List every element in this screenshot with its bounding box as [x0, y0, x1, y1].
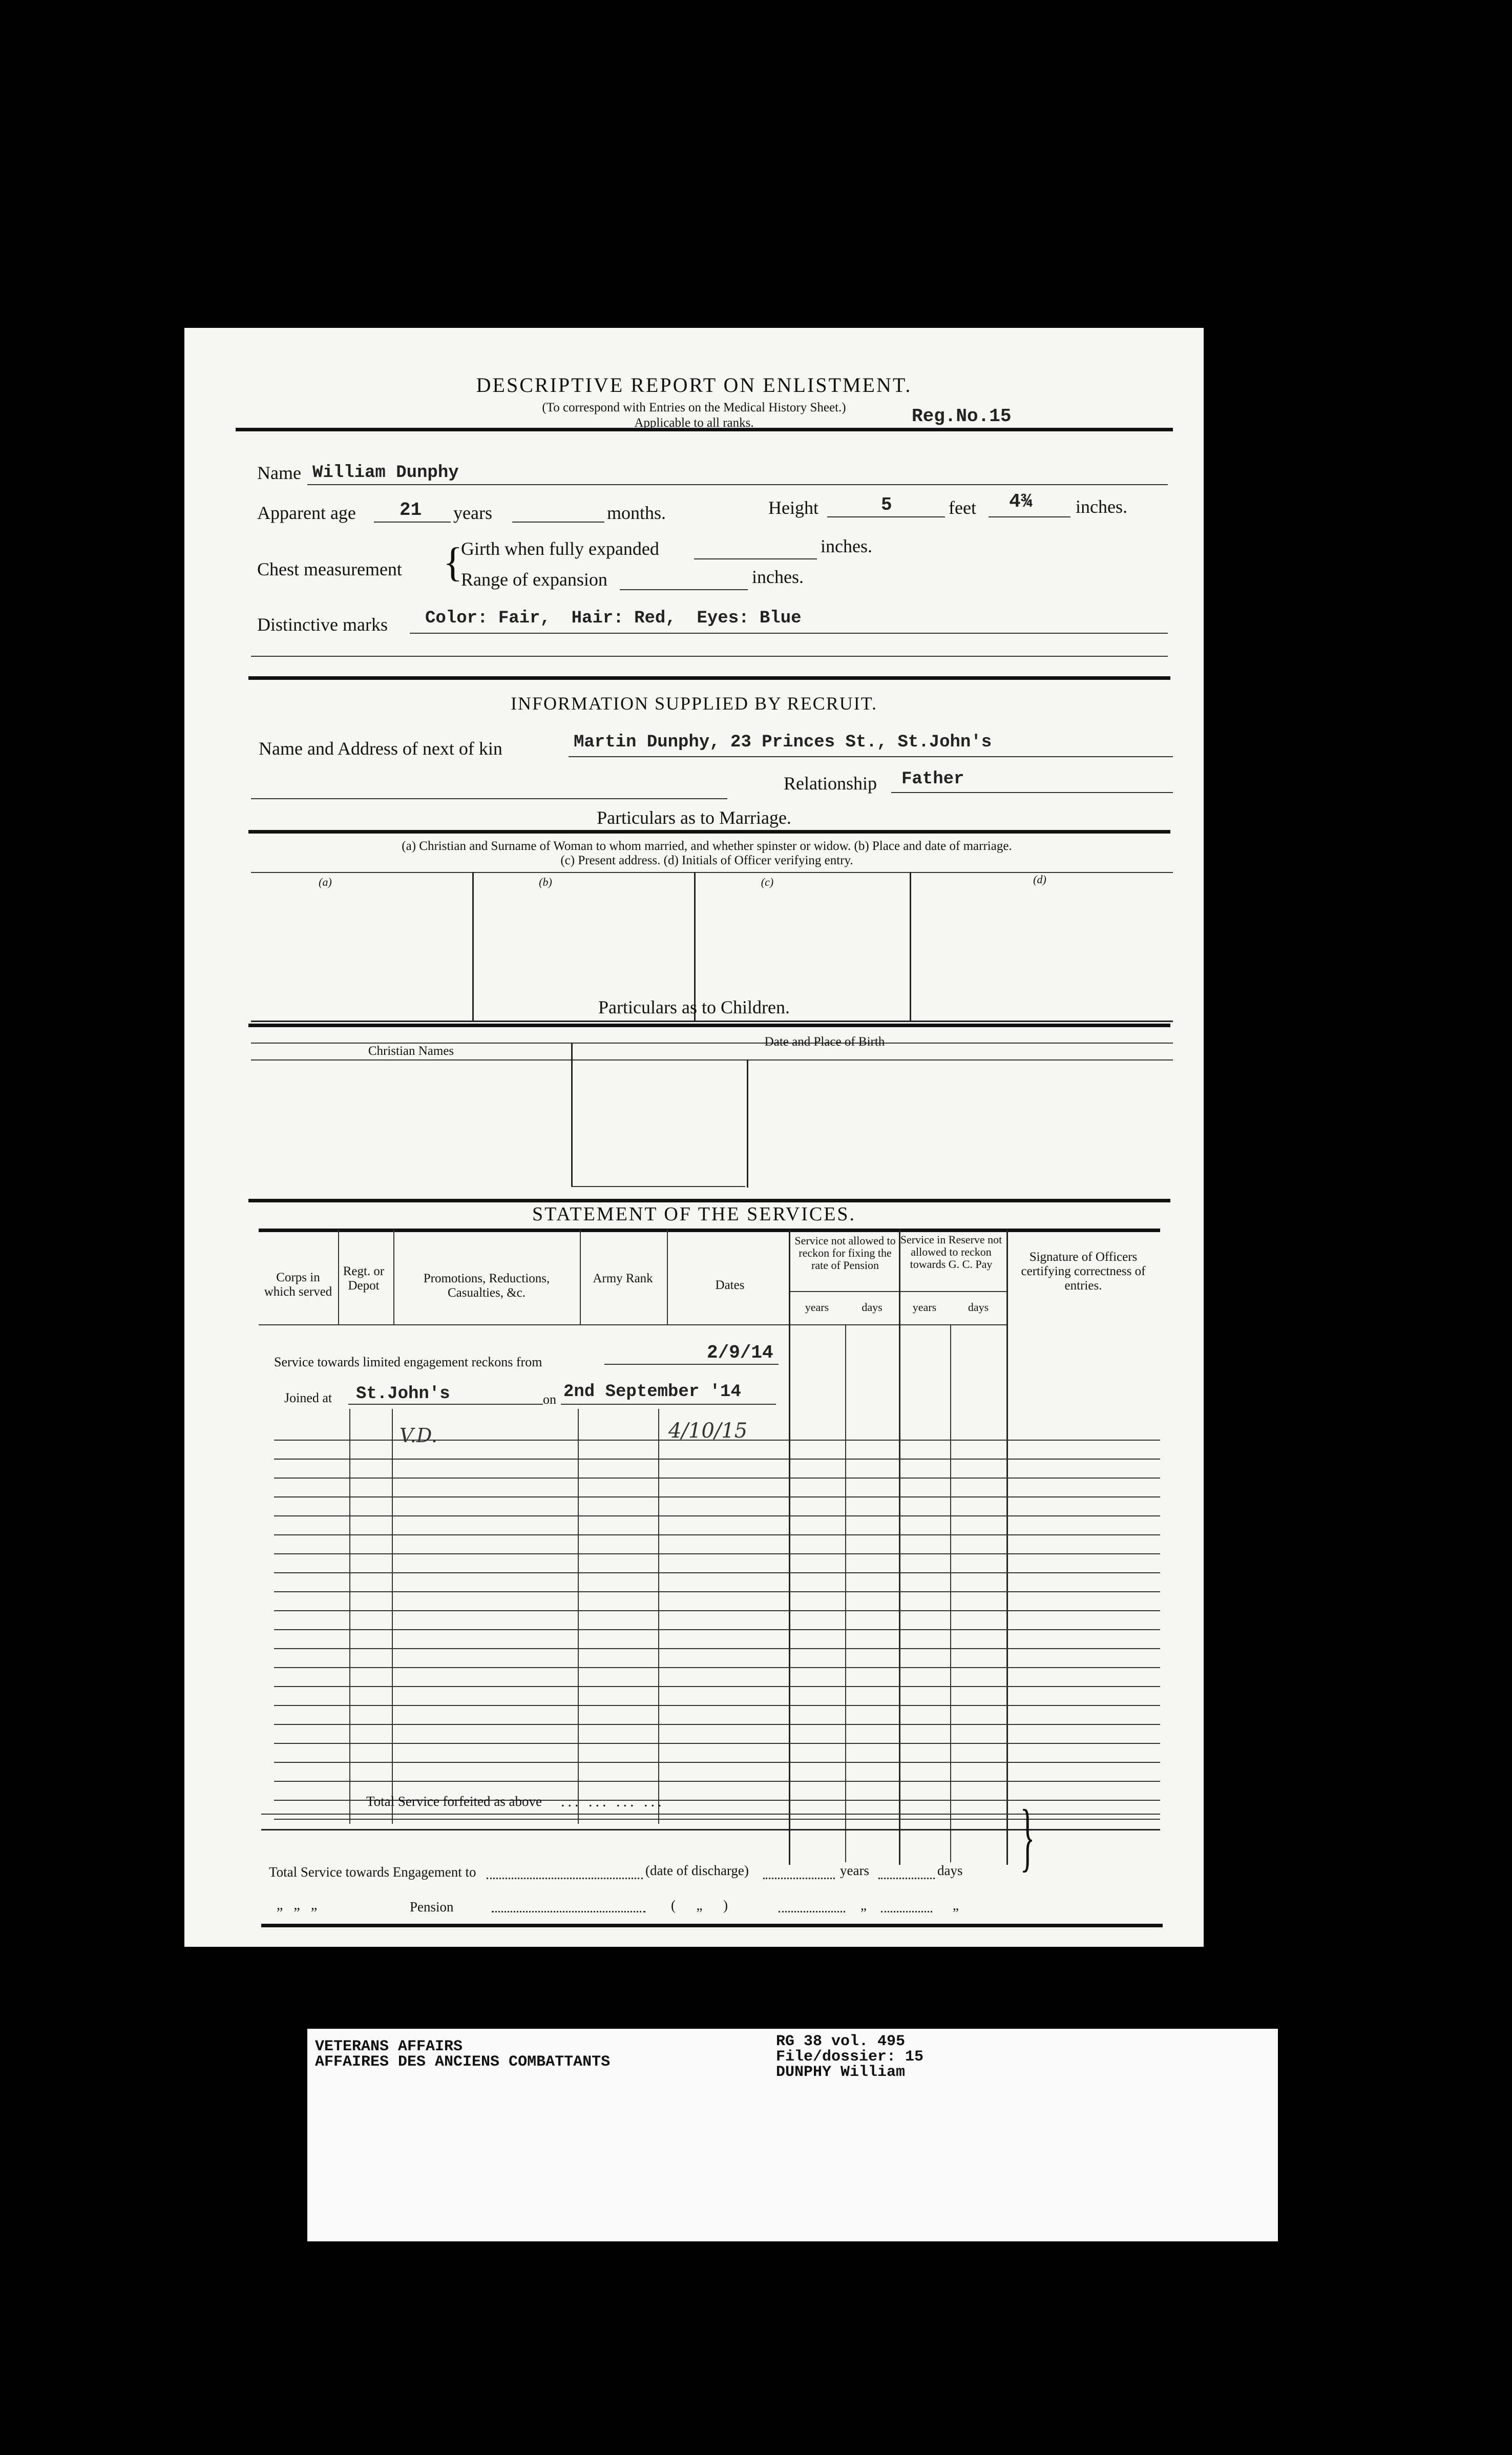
marriage-col-c: (c)	[761, 876, 774, 888]
height-inches: 4¾	[1009, 491, 1033, 513]
limited-label: Service towards limited engagement reckons from	[274, 1355, 542, 1369]
pension-label: Pension	[410, 1899, 454, 1915]
service-row-line	[274, 1440, 1160, 1441]
marriage-desc-2: (c) Present address. (d) Initials of Officer verifying entry.	[560, 854, 853, 867]
marriage-heading: Particulars as to Marriage.	[597, 807, 791, 828]
age-label: Apparent age	[257, 503, 356, 523]
height-label: Height	[768, 497, 818, 518]
service-row-line	[274, 1572, 1160, 1573]
limited-value: 2/9/14	[707, 1342, 773, 1363]
inches-label: inches.	[1076, 496, 1127, 517]
service-row-line	[274, 1591, 1160, 1592]
on-label: on	[543, 1392, 556, 1407]
service-row-line	[274, 1743, 1160, 1744]
service-row-line	[274, 1534, 1160, 1535]
age-value: 21	[400, 500, 422, 521]
children-col-names: Christian Names	[368, 1044, 454, 1058]
service-row-line	[274, 1515, 1160, 1516]
joined-place: St.John's	[356, 1384, 450, 1404]
girth-label: Girth when fully expanded	[461, 538, 659, 559]
entry-promotion: V.D.	[400, 1424, 438, 1447]
months-label: months.	[607, 503, 666, 523]
kin-value: Martin Dunphy, 23 Princes St., St.John's	[574, 733, 992, 752]
engagement-days: days	[937, 1863, 963, 1878]
pension-ditto-3: „	[953, 1898, 959, 1913]
children-col-birth: Date and Place of Birth	[764, 1035, 885, 1049]
years-label: years	[453, 503, 492, 523]
service-row-line	[274, 1610, 1160, 1611]
card-ref-3: DUNPHY William	[776, 2064, 906, 2081]
card-line-2: AFFAIRES DES ANCIENS COMBATTANTS	[315, 2053, 611, 2071]
distinctive-value: Color: Fair, Hair: Red, Eyes: Blue	[425, 609, 802, 628]
col-signature: Signature of Officers certifying correctness of entries.	[1021, 1250, 1146, 1293]
pension-paren: ( „ )	[671, 1898, 728, 1913]
joined-date: 2nd September '14	[563, 1382, 741, 1402]
service-row-line	[274, 1459, 1160, 1460]
col-dates: Dates	[715, 1278, 745, 1292]
service-row-line	[274, 1705, 1160, 1706]
service-row-line	[274, 1781, 1160, 1782]
reserve-days: days	[968, 1301, 989, 1314]
engagement-label: Total Service towards Engagement to	[269, 1864, 476, 1880]
service-row-line	[274, 1667, 1160, 1668]
forfeited-dots: ... ... ... ...	[561, 1793, 665, 1810]
form-title: DESCRIPTIVE REPORT ON ENLISTMENT.	[476, 373, 912, 397]
relationship-value: Father	[901, 769, 964, 789]
feet-label: feet	[949, 497, 976, 518]
pension-years: years	[805, 1301, 829, 1314]
pension-days: days	[862, 1301, 883, 1314]
range-inches-label: inches.	[752, 567, 804, 587]
service-row-line	[274, 1762, 1160, 1763]
girth-inches-label: inches.	[821, 536, 872, 556]
joined-label: Joined at	[284, 1390, 332, 1405]
form-subtitle-2: Applicable to all ranks.	[634, 416, 754, 430]
col-reserve: Service in Reserve not allowed to reckon towards G. C. Pay	[900, 1233, 1002, 1271]
relationship-label: Relationship	[784, 773, 877, 794]
col-promotions: Promotions, Reductions, Casualties, &c.	[423, 1272, 550, 1300]
service-row-line	[274, 1724, 1160, 1725]
reg-number: Reg.No.15	[912, 406, 1012, 427]
name-label: Name	[257, 463, 301, 483]
pension-ditto: „ „ „	[277, 1897, 318, 1913]
service-row-line	[274, 1629, 1160, 1630]
engagement-years: years	[840, 1863, 869, 1878]
service-row-line	[274, 1478, 1160, 1479]
card-ref-2: File/dossier: 15	[776, 2048, 924, 2066]
form-subtitle-1: (To correspond with Entries on the Medical History Sheet.)	[542, 401, 846, 414]
brace: {	[443, 540, 463, 585]
forfeited-label: Total Service forfeited as above	[366, 1794, 542, 1809]
reserve-years: years	[912, 1301, 937, 1314]
entry-date: 4/10/15	[668, 1419, 748, 1443]
pension-ditto-2: „	[860, 1898, 867, 1913]
discharge-label: (date of discharge)	[645, 1863, 749, 1878]
enlistment-form	[184, 328, 1204, 1947]
card-ref-1: RG 38 vol. 495	[776, 2033, 906, 2050]
archive-reference-card	[307, 2029, 1278, 2241]
service-row-line	[274, 1496, 1160, 1497]
marriage-col-b: (b)	[539, 876, 552, 888]
col-pension: Service not allowed to reckon for fixing the rate of Pension	[794, 1234, 896, 1272]
marriage-col-a: (a)	[319, 876, 332, 888]
recruit-heading: INFORMATION SUPPLIED BY RECRUIT.	[510, 693, 878, 714]
col-regt: Regt. or Depot	[343, 1264, 385, 1293]
service-row-line	[274, 1686, 1160, 1687]
height-feet: 5	[881, 494, 892, 515]
name-value: William Dunphy	[312, 463, 459, 483]
service-row-line	[274, 1553, 1160, 1554]
distinctive-label: Distinctive marks	[257, 614, 388, 635]
range-label: Range of expansion	[461, 569, 607, 590]
marriage-col-d: (d)	[1033, 873, 1046, 886]
children-heading: Particulars as to Children.	[598, 997, 790, 1017]
service-row-line	[274, 1648, 1160, 1649]
marriage-desc-1: (a) Christian and Surname of Woman to whom married, and whether spinster or widow. (b) Place and date of marriage.	[402, 839, 1012, 853]
services-heading: STATEMENT OF THE SERVICES.	[532, 1203, 856, 1225]
total-brace: }	[1020, 1794, 1035, 1879]
chest-label: Chest measurement	[257, 559, 402, 579]
kin-label: Name and Address of next of kin	[259, 738, 502, 759]
col-rank: Army Rank	[593, 1272, 653, 1285]
card-line-1: VETERANS AFFAIRS	[315, 2038, 463, 2055]
col-corps: Corps in which served	[264, 1271, 332, 1299]
